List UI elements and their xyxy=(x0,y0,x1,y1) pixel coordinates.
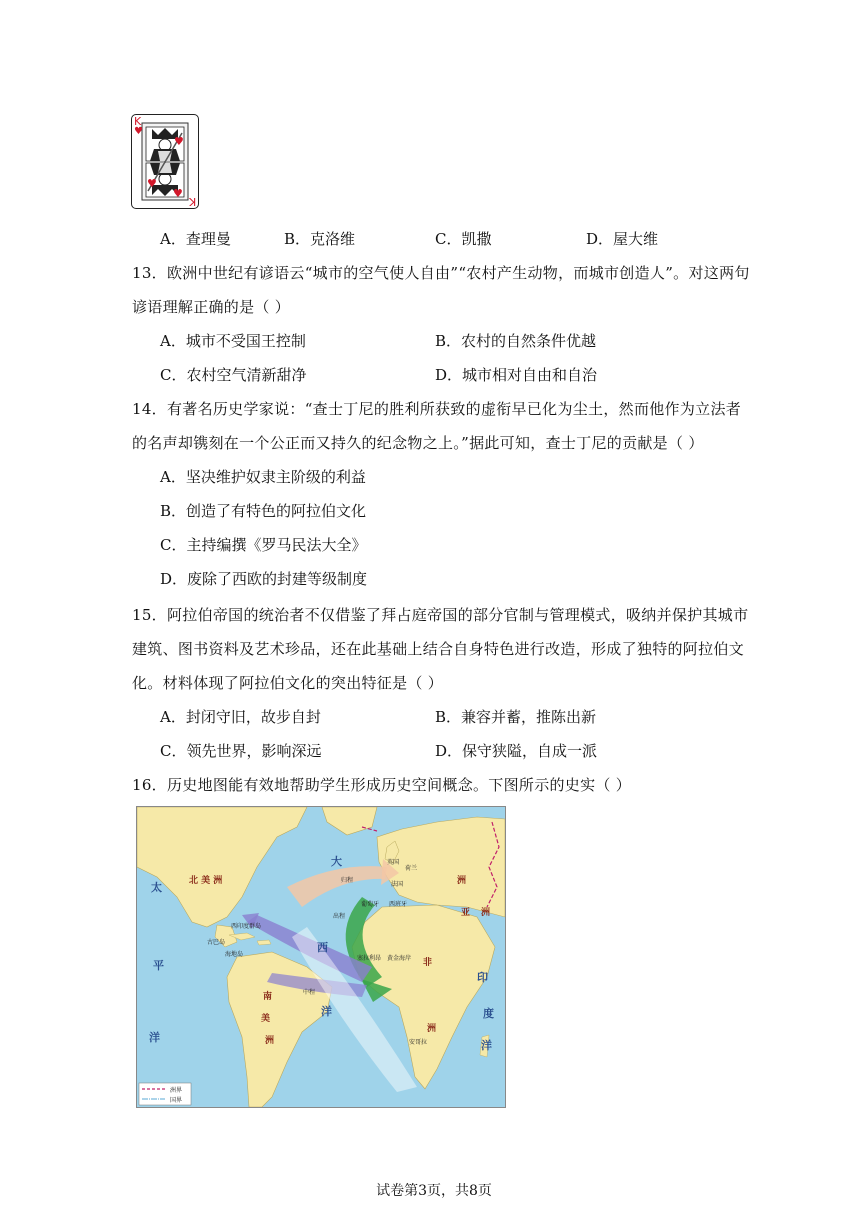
q15-stem-line1: 15．阿拉伯帝国的统治者不仅借鉴了拜占庭帝国的部分官制与管理模式，吸纳并保护其城市 xyxy=(132,606,749,624)
map-label-outbound-route: 出程 xyxy=(333,913,346,920)
card-rank-top: K xyxy=(134,115,142,128)
map-label-yang: 洋 xyxy=(321,1005,332,1018)
q14-stem-line1: 14．有著名历史学家说：“查士丁尼的胜利所获致的虚衔早已化为尘土，然而他作为立法者 xyxy=(132,400,742,418)
map-label-west-indies: 西印度群岛 xyxy=(231,923,262,930)
map-label-cuba: 古巴岛 xyxy=(207,939,226,946)
map-label-yang2: 洋 xyxy=(149,1031,160,1044)
map-illustration xyxy=(137,807,505,1107)
q15-option-d: D．保守狭隘，自成一派 xyxy=(435,742,598,760)
q14-option-a: A．坚决维护奴隶主阶级的利益 xyxy=(160,468,366,486)
map-label-asia-1: 亚 xyxy=(461,908,471,918)
map-label-europe: 洲 xyxy=(457,876,467,886)
q15-option-b: B．兼容并蓄，推陈出新 xyxy=(435,708,597,726)
map-label-xi: 西 xyxy=(317,941,328,954)
map-label-south-america-1: 南 xyxy=(263,992,273,1002)
playing-card-king-of-hearts xyxy=(131,114,199,209)
map-label-haiti: 海地岛 xyxy=(225,951,244,958)
map-label-portugal: 葡萄牙 xyxy=(361,901,380,908)
q14-option-d: D．废除了西欧的封建等级制度 xyxy=(160,570,368,588)
q12-option-a: A．查理曼 xyxy=(160,230,231,248)
q13-option-b: B．农村的自然条件优越 xyxy=(435,332,597,350)
q15-stem-line3: 化。材料体现了阿拉伯文化的突出特征是（ ） xyxy=(132,674,444,692)
q14-stem-line2: 的名声却镌刻在一个公正而又持久的纪念物之上。”据此可知，查士丁尼的贡献是（ ） xyxy=(132,434,704,452)
map-label-africa-2: 洲 xyxy=(427,1024,437,1034)
q15-stem-line2: 建筑、图书资料及艺术珍品，还在此基础上结合自身特色进行改造，形成了独特的阿拉伯文 xyxy=(132,640,745,658)
q14-option-c: C．主持编撰《罗马民法大全》 xyxy=(160,536,367,554)
map-label-sierra-leone: 塞拉利昂 xyxy=(357,955,382,962)
map-label-yang3: 洋 xyxy=(481,1039,492,1052)
svg-text:♥: ♥ xyxy=(173,187,183,200)
map-label-return-route: 归程 xyxy=(341,877,354,884)
card-rank-bottom: K xyxy=(188,195,196,208)
map-label-da: 大 xyxy=(331,855,342,868)
map-label-asia-2: 洲 xyxy=(481,908,491,918)
map-label-north-america: 北 美 洲 xyxy=(189,876,223,886)
map-label-gold-coast: 黄金海岸 xyxy=(387,955,412,962)
map-label-south-america-3: 洲 xyxy=(265,1036,275,1046)
q12-option-c: C．凯撒 xyxy=(435,230,492,248)
map-legend-box xyxy=(139,1083,191,1105)
map-label-england: 英国 xyxy=(387,859,400,866)
q13-option-d: D．城市相对自由和自治 xyxy=(435,366,598,384)
map-legend-continent-border: 洲界 xyxy=(170,1087,183,1094)
map-label-spain: 西班牙 xyxy=(389,901,408,908)
q13-stem-line1: 13．欧洲中世纪有谚语云“城市的空气使人自由”“农村产生动物，而城市创造人”。对这两句 xyxy=(132,264,750,282)
q14-option-b: B．创造了有特色的阿拉伯文化 xyxy=(160,502,367,520)
map-legend-country-border: 国界 xyxy=(170,1097,183,1104)
q13-option-a: A．城市不受国王控制 xyxy=(160,332,306,350)
map-label-tai: 太 xyxy=(151,881,162,894)
q15-option-c: C．领先世界，影响深远 xyxy=(160,742,322,760)
map-label-du: 度 xyxy=(483,1007,494,1020)
map-label-angola: 安哥拉 xyxy=(409,1039,428,1046)
q16-stem-line1: 16．历史地图能有效地帮助学生形成历史空间概念。下图所示的史实（ ） xyxy=(132,776,632,794)
q12-option-d: D．屋大维 xyxy=(586,230,659,248)
map-label-holland: 荷兰 xyxy=(405,865,418,872)
triangular-trade-map xyxy=(136,806,506,1108)
q12-option-b: B．克洛维 xyxy=(284,230,356,248)
q15-option-a: A．封闭守旧，故步自封 xyxy=(160,708,321,726)
map-label-yin: 印 xyxy=(477,971,488,984)
heart-icon: ♥ xyxy=(134,126,143,137)
map-label-ping: 平 xyxy=(153,959,164,972)
svg-text:♥: ♥ xyxy=(147,177,157,190)
q13-option-c: C．农村空气清新甜净 xyxy=(160,366,307,384)
svg-text:♥: ♥ xyxy=(174,135,184,148)
map-label-middle-route: 中程 xyxy=(303,989,316,996)
page-footer: 试卷第3页，共8页 xyxy=(376,1183,492,1199)
map-label-south-america-2: 美 xyxy=(261,1014,271,1024)
map-label-france: 法国 xyxy=(391,881,404,888)
q13-stem-line2: 谚语理解正确的是（ ） xyxy=(132,298,291,316)
map-label-africa-1: 非 xyxy=(423,958,433,968)
